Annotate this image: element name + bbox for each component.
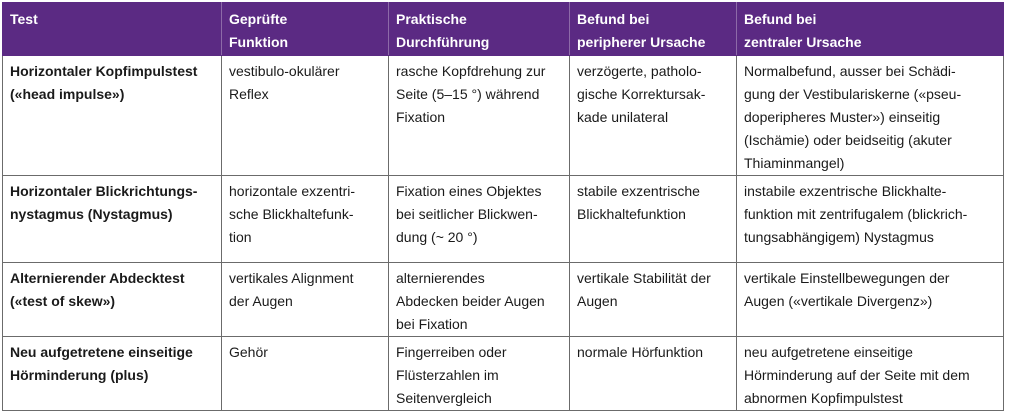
header-durchfuehrung: Praktische Durchführung [389, 3, 570, 56]
table-header [3, 3, 1004, 56]
header-peripher: Befund bei peripherer Ursache [570, 3, 737, 56]
cell-durchfuehrung: rasche Kopfdrehung zur Seite (5–15 °) während Fixation [389, 56, 570, 176]
cell-peripher: verzögerte, patholo- gische Korrektursak- kade unilateral [570, 56, 737, 176]
header-zentral: Befund bei zentraler Ursache [737, 3, 1004, 56]
cell-test: Horizontaler Kopfimpulstest («head impulse») [3, 56, 222, 176]
cell-zentral: vertikale Einstellbewegungen der Augen («vertikale Divergenz») [737, 263, 1004, 337]
cell-funktion: vestibulo-okulärer Reflex [222, 56, 389, 176]
header-test: Test [3, 3, 222, 56]
cell-funktion: vertikales Alignment der Augen [222, 263, 389, 337]
header-funktion: Geprüfte Funktion [222, 3, 389, 56]
cell-test: Alternierender Abdecktest («test of skew») [3, 263, 222, 337]
table-row [3, 56, 1004, 176]
cell-peripher: stabile exzentrische Blickhaltefunktion [570, 176, 737, 263]
cell-durchfuehrung: Fingerreiben oder Flüsterzahlen im Seitenvergleich [389, 337, 570, 411]
cell-durchfuehrung: alternierendes Abdecken beider Augen bei Fixation [389, 263, 570, 337]
cell-peripher: vertikale Stabilität der Augen [570, 263, 737, 337]
findings-table [2, 2, 1004, 411]
table-container [2, 2, 1004, 411]
cell-funktion: Gehör [222, 337, 389, 411]
table-row [3, 263, 1004, 337]
cell-zentral: neu aufgetretene einseitige Hörminderung auf der Seite mit dem abnormen Kopfimpulstest [737, 337, 1004, 411]
table-row [3, 337, 1004, 411]
cell-test: Neu aufgetretene einseitige Hörminderung (plus) [3, 337, 222, 411]
cell-zentral: instabile exzentrische Blickhalte- funktion mit zentrifugalem (blickrich- tungsabhängigem) Nystagmus [737, 176, 1004, 263]
table-body [3, 56, 1004, 411]
cell-zentral: Normalbefund, ausser bei Schädi- gung der Vestibulariskerne («pseu- doperipheres Muster») einseitig (Ischämie) oder beidseitig (akuter Thiaminmangel) [737, 56, 1004, 176]
cell-durchfuehrung: Fixation eines Objektes bei seitlicher Blickwen- dung (~ 20 °) [389, 176, 570, 263]
header-row [3, 3, 1004, 56]
cell-test: Horizontaler Blickrichtungs- nystagmus (Nystagmus) [3, 176, 222, 263]
cell-peripher: normale Hörfunktion [570, 337, 737, 411]
table-row [3, 176, 1004, 263]
cell-funktion: horizontale exzentri- sche Blickhaltefunk- tion [222, 176, 389, 263]
